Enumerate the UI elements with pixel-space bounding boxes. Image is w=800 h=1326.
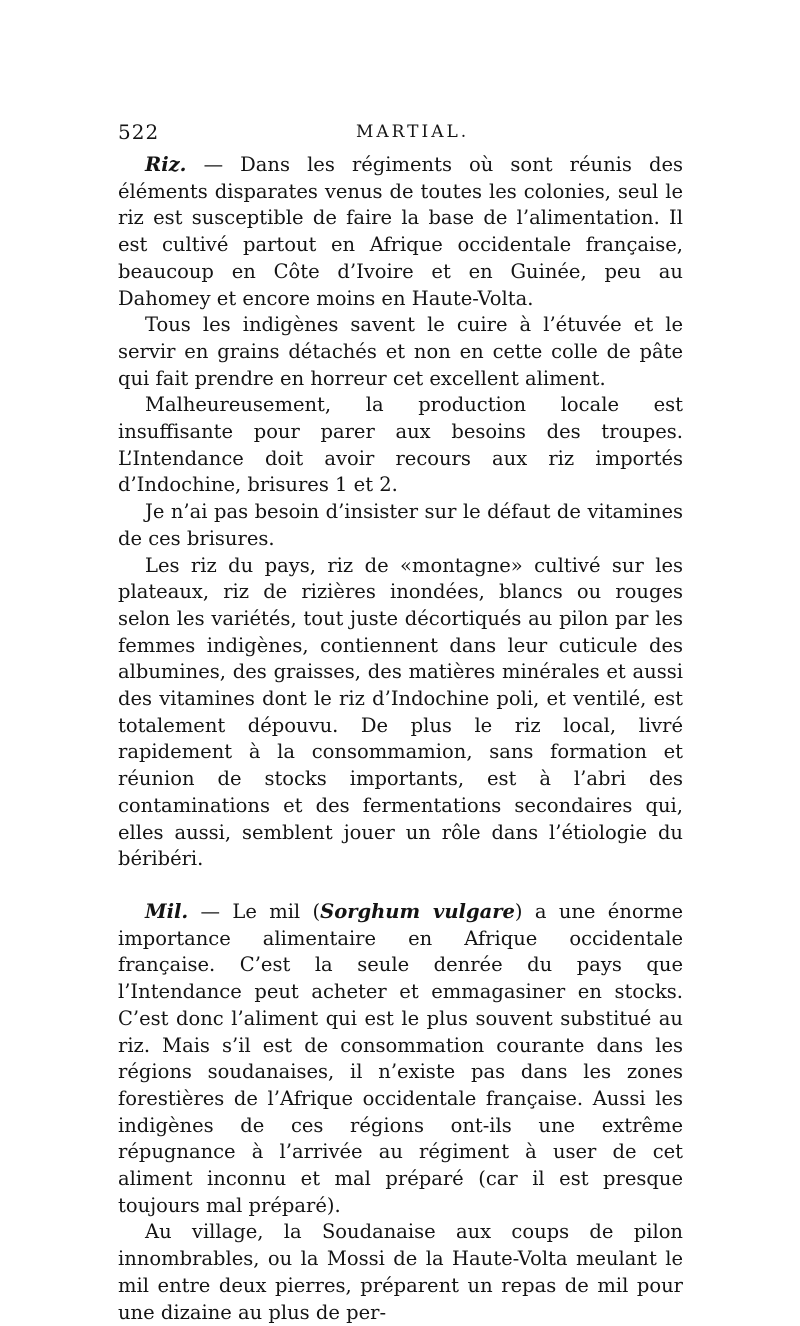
section-lead-mil: Mil.	[145, 899, 189, 923]
page-number: 522	[118, 120, 160, 144]
section-lead-riz: Riz.	[145, 153, 187, 176]
body-text	[118, 152, 683, 1326]
paragraph	[118, 499, 683, 552]
paragraph-riz	[118, 152, 683, 312]
scientific-name: Sorghum vulgare	[320, 899, 515, 923]
paragraph-mil	[118, 899, 683, 1219]
paragraph	[118, 553, 683, 873]
paragraph-text: Au village, la Soudanaise aux coups de pilon innombrables, ou la Mossi de la Haute-Volta meulant le mil entre deux pierres, préparent un repas de mil pour une dizaine au plus de per-	[118, 1220, 683, 1324]
paragraph-text: — Le mil (	[188, 899, 321, 923]
running-head: MARTIAL.	[356, 122, 470, 142]
paragraph	[118, 1219, 683, 1326]
paragraph-text: Je n’ai pas besoin d’insister sur le défaut de vitamines de ces brisures.	[118, 500, 683, 550]
paragraph-text: — Dans les régiments où sont réunis des éléments disparates venus de toutes les colonies, seul le riz est susceptible de faire la base de l’alimentation. Il est cultivé partout en Afrique occidentale française, beaucoup en Côte d’Ivoire et en Guinée, peu au Dahomey et encore moins en Haute-Volta.	[118, 153, 683, 310]
page-header	[118, 120, 683, 150]
paragraph-text: Tous les indigènes savent le cuire à l’étuvée et le servir en grains détachés et non en cette colle de pâte qui fait prendre en horreur cet excellent aliment.	[118, 313, 683, 390]
paragraph	[118, 392, 683, 499]
paragraph-text: Les riz du pays, riz de «montagne» cultivé sur les plateaux, riz de rizières inondées, blancs ou rouges selon les variétés, tout juste décortiqués au pilon par les femmes indigènes, contiennent dans leur cuticule des albumines, des graisses, des matières minérales et aussi des vitamines dont le riz d’Indochine poli, et ventilé, est totalement dépouvu. De plus le riz local, livré rapidement à la consommamion, sans formation et réunion de stocks importants, est à l’abri des contaminations et des fermentations secondaires qui, elles aussi, semblent jouer un rôle dans l’étiologie du béribéri.	[118, 553, 683, 871]
paragraph-text: Malheureusement, la production locale est insuffisante pour parer aux besoins des troupes. L’Intendance doit avoir recours aux riz importés d’Indochine, brisures 1 et 2.	[118, 393, 683, 497]
paragraph	[118, 312, 683, 392]
paragraph-text: ) a une énorme importance alimentaire en Afrique occidentale française. C’est la seule denrée du pays que l’Intendance peut acheter et emmagasiner en stocks. C’est donc l’aliment qui est le plus souvent substitué au riz. Mais s’il est de consommation courante dans les régions soudanaises, il n’existe pas dans les zones forestières de l’Afrique occidentale française. Aussi les indigènes de ces régions ont-ils une extrême répugnance à l’arrivée au régiment à user de cet aliment inconnu et mal préparé (car il est presque toujours mal préparé).	[118, 899, 683, 1217]
